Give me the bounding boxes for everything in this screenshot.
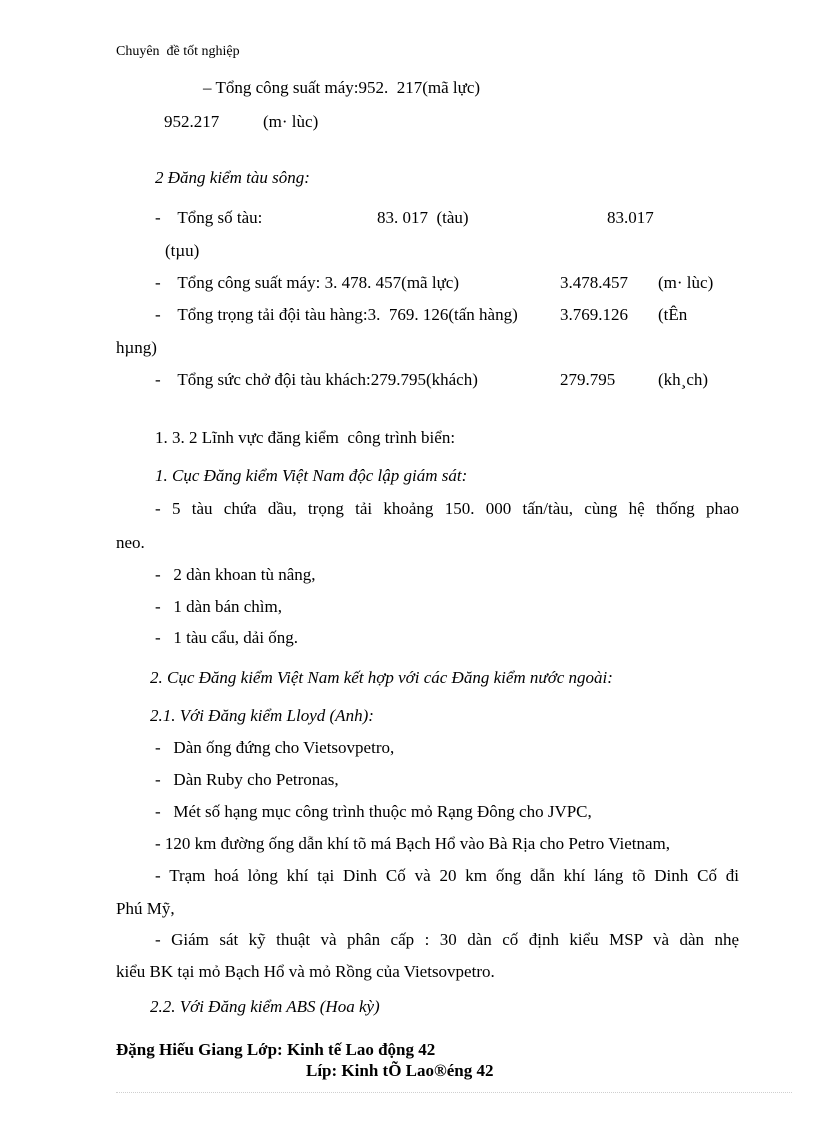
subsection-lloyd: 2.1. Với Đăng kiểm Lloyd (Anh): <box>150 706 374 725</box>
header-title: Chuyên đề tốt nghiệp <box>116 44 240 59</box>
line-passenger-capacity-num: 279.795 <box>560 370 616 389</box>
line-cargo-unit-cont: hµng) <box>116 338 157 357</box>
section-river-vessels: 2 Đăng kiểm tàu sông: <box>155 168 310 187</box>
line-power-value: 952.217 <box>164 112 220 131</box>
line-riser: - Dàn ống đứng cho Vietsovpetro, <box>155 738 395 757</box>
line-vessels-unit: (tµu) <box>165 241 200 260</box>
line-supervision: - Giám sát kỹ thuật và phân cấp : 30 dàn cố định kiểu MSP và dàn nhẹ <box>155 930 739 949</box>
line-cargo-tonnage: - Tổng trọng tải đội tàu hàng:3. 769. 126(tấn hàng) <box>155 305 518 324</box>
line-river-power: - Tổng công suất máy: 3. 478. 457(mã lực) <box>155 273 459 292</box>
subsection-abs: 2.2. Với Đăng kiểm ABS (Hoa kỳ) <box>150 997 380 1016</box>
line-power-unit: (m· lùc) <box>263 112 319 131</box>
line-total-vessels: - Tổng số tàu: <box>155 208 263 227</box>
line-total-power: – Tổng công suất máy:952. 217(mã lực) <box>203 78 481 97</box>
line-cargo-tonnage-unit: (tÊn <box>658 305 688 324</box>
line-semisub: - 1 dàn bán chìm, <box>155 597 282 616</box>
subsection-foreign: 2. Cục Đăng kiểm Việt Nam kết hợp với các Đăng kiểm nước ngoài: <box>150 668 613 687</box>
line-rang-dong: - Mét số hạng mục công trình thuộc mỏ Rạng Đông cho JVPC, <box>155 802 592 821</box>
line-passenger-capacity-unit: (kh¸ch) <box>658 370 709 389</box>
line-jackup: - 2 dàn khoan tù nâng, <box>155 565 316 584</box>
line-river-power-unit: (m· lùc) <box>658 273 714 292</box>
line-supervision-cont: kiểu BK tại mỏ Bạch Hổ và mỏ Rồng của Vietsovpetro. <box>116 962 495 981</box>
line-cargo-tonnage-num: 3.769.126 <box>560 305 628 324</box>
subsection-independent: 1. Cục Đăng kiểm Việt Nam độc lập giám sát: <box>155 466 468 485</box>
footer-author: Đặng Hiếu Giang Lớp: Kinh tế Lao động 42 <box>116 1040 436 1059</box>
line-oil-storage: - 5 tàu chứa dầu, trọng tải khoảng 150. 000 tấn/tàu, cùng hệ thống phao <box>155 499 739 518</box>
line-total-vessels-value: 83. 017 (tàu) <box>377 208 469 227</box>
footer-divider <box>116 1092 792 1093</box>
footer-class: Líp: Kinh tÕ Lao®éng 42 <box>306 1061 494 1080</box>
line-total-vessels-num: 83.017 <box>607 208 654 227</box>
line-lpg-station-cont: Phú Mỹ, <box>116 899 175 918</box>
line-crane-ship: - 1 tàu cẩu, dải ống. <box>155 628 299 647</box>
line-lpg-station: - Trạm hoá lỏng khí tại Dinh Cố và 20 km ống dẫn khí láng tõ Dinh Cố đi <box>155 866 739 885</box>
line-oil-storage-cont: neo. <box>116 533 145 552</box>
section-offshore: 1. 3. 2 Lĩnh vực đăng kiểm công trình biển: <box>155 428 456 447</box>
line-pipeline: - 120 km đường ống dẫn khí tõ má Bạch Hổ vào Bà Rịa cho Petro Vietnam, <box>155 834 670 853</box>
line-passenger-capacity: - Tổng sức chở đội tàu khách:279.795(khách) <box>155 370 478 389</box>
line-river-power-num: 3.478.457 <box>560 273 628 292</box>
line-ruby: - Dàn Ruby cho Petronas, <box>155 770 339 789</box>
